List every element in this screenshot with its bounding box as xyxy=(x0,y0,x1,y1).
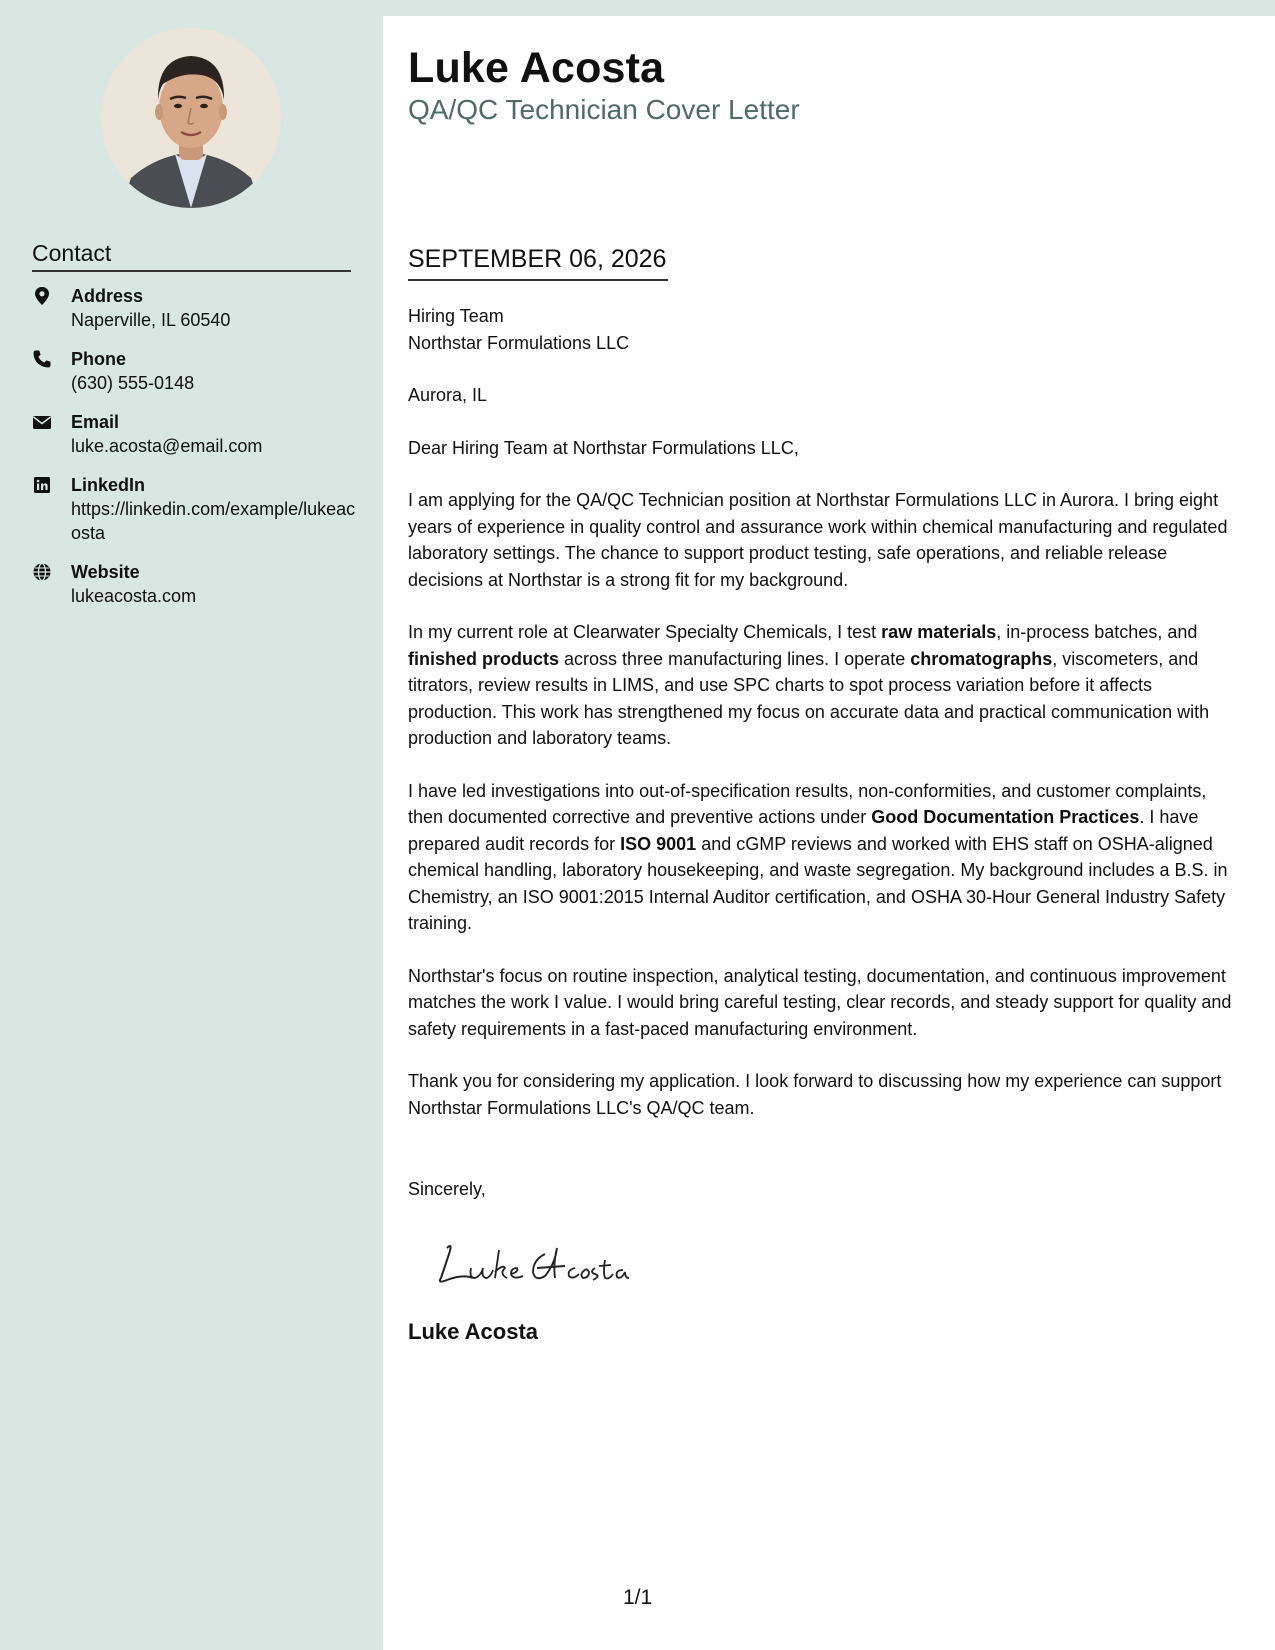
paragraph-4: Northstar's focus on routine inspection, analytical testing, documentation, and continuous improvement matches the work I value. I would bring careful testing, clear records, and steady support for quality and safety requirements in a fast-paced manufacturing environment. xyxy=(408,965,1232,1039)
contact-label: Phone xyxy=(71,349,127,369)
contact-phone xyxy=(32,347,357,395)
bold-term: finished products xyxy=(408,648,560,669)
globe-icon xyxy=(32,562,52,582)
closing: Sincerely, xyxy=(408,1179,486,1199)
paragraph-5: Thank you for considering my application. I look forward to discussing how my experience can support Northstar Formulations LLC's QA/QC team. xyxy=(408,1071,1222,1118)
contact-value: luke.acosta@email.com xyxy=(71,436,263,456)
signer-name: Luke Acosta xyxy=(408,1319,539,1344)
contact-value: Naperville, IL 60540 xyxy=(71,310,231,330)
letter-content xyxy=(408,303,1243,1147)
contact-value: (630) 555-0148 xyxy=(71,373,195,393)
handwritten-signature xyxy=(433,1234,633,1299)
contact-value[interactable]: https://linkedin.com/example/lukeacosta xyxy=(71,499,356,543)
paragraph-2: In my current role at Clearwater Specialty Chemicals, I test raw materials, in-process batches, and finished products across three manufacturing lines. I operate chromatographs, viscometers, and titrators, review results in LIMS, and use SPC charts to spot process variation before it affects production. This work has strengthened my focus on accurate data and practical communication with production and laboratory teams. xyxy=(408,622,1210,748)
recipient-line: Hiring Team xyxy=(408,306,504,326)
bold-term: ISO 9001 xyxy=(620,833,697,854)
contact-heading: Contact xyxy=(32,240,351,272)
contact-linkedin xyxy=(32,473,357,545)
sidebar xyxy=(0,0,383,1650)
document-subtitle: QA/QC Technician Cover Letter xyxy=(408,94,800,125)
recipient-company: Northstar Formulations LLC xyxy=(408,332,630,353)
profile-photo xyxy=(101,28,281,208)
salutation: Dear Hiring Team at Northstar Formulations LLC, xyxy=(408,437,799,458)
letter-date: SEPTEMBER 06, 2026 xyxy=(408,245,668,281)
contact-label: Email xyxy=(71,412,120,432)
contact-label: Website xyxy=(71,562,140,582)
applicant-name: Luke Acosta xyxy=(408,44,665,92)
contact-label: Address xyxy=(71,286,144,306)
bold-term: raw materials xyxy=(881,622,997,642)
linkedin-icon xyxy=(32,475,52,495)
letter-body xyxy=(383,16,1275,1650)
contact-value[interactable]: lukeacosta.com xyxy=(71,586,197,606)
contact-website xyxy=(32,560,357,608)
paragraph-3: I have led investigations into out-of-specification results, non-conformities, and customer complaints, then documented corrective and preventive actions under Good Documentation Practices. I have prepared audit records for ISO 9001 and cGMP reviews and worked with EHS staff on OSHA-aligned chemical handling, laboratory housekeeping, and waste segregation. My background includes a B.S. in Chemistry, an ISO 9001:2015 Internal Auditor certification, and OSHA 30-Hour General Industry Safety training. xyxy=(408,780,1228,933)
paragraph-1: I am applying for the QA/QC Technician position at Northstar Formulations LLC in Aurora. I bring eight years of experience in quality control and assurance work within chemical manufacturing and regulated laboratory settings. The chance to support product testing, safe operations, and reliable release decisions at Northstar is a strong fit for my background. xyxy=(408,490,1228,590)
contact-email xyxy=(32,410,357,458)
page-number: 1/1 xyxy=(623,1586,653,1609)
bold-term: chromatographs xyxy=(910,648,1053,669)
envelope-icon xyxy=(32,412,52,432)
contact-label: LinkedIn xyxy=(71,475,146,495)
recipient-city: Aurora, IL xyxy=(408,385,488,405)
map-pin-icon xyxy=(32,286,52,306)
phone-icon xyxy=(32,349,52,369)
contact-list xyxy=(32,284,357,623)
contact-address xyxy=(32,284,357,332)
bold-term: Good Documentation Practices xyxy=(871,807,1140,827)
